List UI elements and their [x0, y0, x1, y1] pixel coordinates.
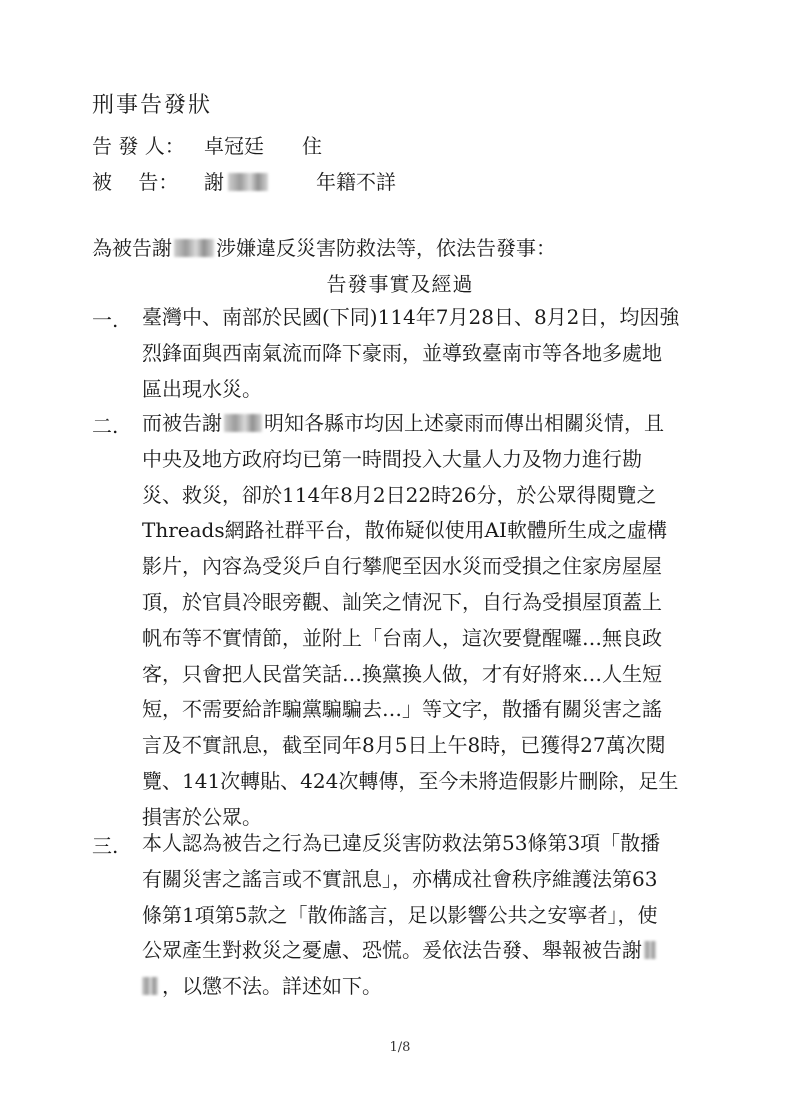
list-item	[92, 300, 732, 407]
item-line	[142, 969, 732, 1005]
item-line: 損害於公眾。	[142, 804, 262, 829]
item-body	[142, 300, 732, 407]
defendant-surname: 謝	[204, 170, 224, 194]
intro-paragraph	[92, 232, 556, 261]
redacted-name	[174, 239, 214, 257]
item-line: 覽、141次轉貼、424次轉傳，至今未將造假影片刪除，足生	[142, 768, 679, 793]
item-text: 明知各縣市均因上述豪雨而傳出相關災情，且	[264, 411, 664, 435]
item-text: ，以懲不法。詳述如下。	[162, 974, 382, 999]
item-line: Threads網路社群平台，散佈疑似使用AI軟體所生成之虛構	[142, 518, 667, 543]
item-line: 災、救災，卻於114年8月2日22時26分，於公眾得閱覽之	[142, 482, 657, 507]
item-line: 有關災害之謠言或不實訊息」，亦構成社會秩序維護法第63	[142, 866, 658, 891]
item-line: 區出現水災。	[142, 376, 262, 401]
item-line: 臺灣中、南部於民國(下同)114年7月28日、8月2日，均因強	[142, 305, 680, 329]
item-body	[142, 406, 732, 836]
item-line	[142, 406, 732, 442]
intro-text-start: 為被告謝	[92, 236, 172, 260]
redacted-name	[224, 414, 262, 432]
section-heading: 告發事實及經過	[326, 272, 474, 296]
item-number: 二.	[92, 414, 119, 438]
item-line: 影片，內容為受災戶自行攀爬至因水災而受損之住家房屋屋	[142, 554, 662, 579]
document-title: 刑事告發狀	[92, 93, 213, 118]
complainant-label: 告 發 人：	[92, 134, 185, 158]
item-line: 帆布等不實情節，並附上「台南人，這次要覺醒囉…無良政	[142, 625, 662, 650]
item-text: 而被告謝	[142, 411, 222, 435]
item-number: 三.	[92, 834, 119, 858]
item-line: 短，不需要給詐騙黨騙騙去…」等文字，散播有關災害之謠	[142, 697, 662, 722]
page-number: 1/8	[389, 1040, 411, 1055]
list-item	[92, 826, 732, 1005]
item-body	[142, 826, 732, 1005]
redacted-name	[228, 173, 268, 191]
defendant-row	[92, 166, 396, 195]
defendant-label: 被 告：	[92, 170, 179, 194]
item-number: 一.	[92, 308, 119, 332]
item-line	[142, 933, 732, 969]
complainant-name: 卓冠廷	[204, 134, 264, 158]
item-line: 頂，於官員冷眼旁觀、訕笑之情況下，自行為受損屋頂蓋上	[142, 589, 662, 614]
defendant-info: 年籍不詳	[316, 170, 396, 194]
complainant-row	[92, 130, 322, 159]
item-line: 條第1項第5款之「散佈謠言，足以影響公共之安寧者」，使	[142, 902, 658, 927]
item-line: 烈鋒面與西南氣流而降下豪雨，並導致臺南市等各地多處地	[142, 340, 662, 365]
intro-text-end: 涉嫌違反災害防救法等，依法告發事：	[216, 236, 556, 260]
item-line: 客，只會把人民當笑話…換黨換人做，才有好將來…人生短	[142, 661, 662, 686]
redacted-name	[142, 977, 158, 995]
redacted-name	[644, 941, 656, 959]
item-line: 中央及地方政府均已第一時間投入大量人力及物力進行勘	[142, 446, 642, 471]
item-line: 本人認為被告之行為已違反災害防救法第53條第3項「散播	[142, 831, 661, 855]
item-text: 公眾產生對救災之憂慮、恐慌。爰依法告發、舉報被告謝	[142, 938, 642, 963]
list-item	[92, 406, 732, 836]
complainant-address-label: 住	[302, 134, 322, 158]
item-line: 言及不實訊息，截至同年8月5日上午8時，已獲得27萬次閱	[142, 733, 666, 758]
